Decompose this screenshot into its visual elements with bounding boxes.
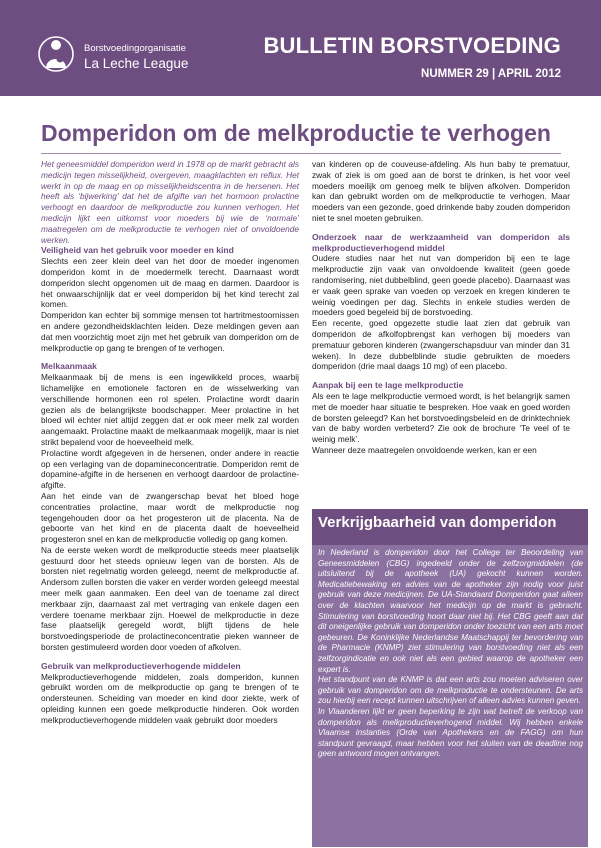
paragraph: Het standpunt van de KNMP is dat een arts zou moeten adviseren over gebruik van domperidon om de melkproductie te ondersteunen. De arts zou hierbij een recept kunnen uitschrijven of alleen advies kunnen geven. <box>318 675 583 706</box>
org-name-line2: La Leche League <box>84 56 189 71</box>
bulletin-title: BULLETIN BORSTVOEDING <box>263 33 561 58</box>
left-column <box>41 159 299 726</box>
issue-number: NUMMER 29 | APRIL 2012 <box>421 68 561 80</box>
paragraph: Prolactine wordt afgegeven in de hersenen, onder andere in reactie op een verlaging van de dopamineconcentratie. Domperidon remt de dopamine-afgifte in de hersenen en verhoogt daardoor de prolactine-afgifte. <box>41 447 299 491</box>
article-title: Domperidon om de melkproductie te verhogen <box>41 120 551 146</box>
section-heading-safety: Veiligheid van het gebruik voor moeder en kind <box>41 245 234 256</box>
right-column <box>312 159 570 456</box>
mother-and-child-logo-icon <box>38 34 74 74</box>
section-heading-approach: Aanpak bij een te lage melkproductie <box>312 380 464 391</box>
section-heading-research: Onderzoek naar de werkzaamheid van domperidon als melkproductieverhogend middel <box>312 231 570 253</box>
article-intro: Het geneesmiddel domperidon werd in 1978 op de markt gebracht als medicijn tegen misselijkheid, overgeven, maagklachten en reflux. Het werkt in op de maag en op misselijkheidscentra in de hersenen. Het heeft als ‘bijwerking’ dat het de afgifte van het hormoon prolactine verhoogt en daardoor de melkproductie zou kunnen verhogen. Het medicijn lijkt een uitkomst voor moeders bij wie de ‘normale’ maatregelen om de melkproductie te verhogen niet of onvoldoende werken. <box>41 159 299 245</box>
paragraph: Domperidon kan echter bij sommige mensen tot hartritmestoornissen en andere gezondheidsklachten leiden. Deze meldingen geven aan dat men voorzichtig moet zijn met het gebruik van domperidon om de melkproductie op gang te brengen of te verhogen. <box>41 310 299 353</box>
paragraph: Melkaanmaak bij de mens is een ingewikkeld proces, waarbij lichamelijke en emotionele factoren en de wisselwerking van verschillende hormonen een rol spelen. Prolactine wordt daarin gezien als de belangrijkste boodschapper. Meer prolactine in het bloed wil echter niet altijd zeggen dat er ook meer melk zal worden aangemaakt. Prolactine maakt de melkaanmaak mogelijk, maar is niet strikt bepalend voor de hoeveelheid melk. <box>41 372 299 447</box>
paragraph: Aan het einde van de zwangerschap bevat het bloed hoge concentraties prolactine, maar wordt de melkproductie nog tegengehouden door oa het progesteron uit de placenta. Na de geboorte van het kind en de placenta daalt de hoeveelheid progesteron snel en kan de melkproductie volledig op gang komen. <box>41 490 299 545</box>
availability-box-title: Verkrijgbaarheid van domperidon <box>318 514 557 531</box>
paragraph: In Vlaanderen lijkt er geen beperking te zijn wat betreft de verkoop van domperidon als melkproductieverhogend middel. Wij hebben enkele Vlaamse instanties (Orde van Apothekers en de FAGG) om hun standpunt gevraagd, maar hebben voor het sluiten van de deadline nog geen antwoord mogen ontvangen. <box>318 706 583 759</box>
paragraph: Een recente, goed opgezette studie laat zien dat gebruik van domperidon de afkolfopbrengst kan verhogen bij moeders van prematuur geboren kinderen (zwangerschapsduur van minder dan 31 weken). In deze dubbelblinde studie gebruikten de moeders domperidon (drie maal daags 10 mg) of een placebo. <box>312 318 570 372</box>
paragraph: In Nederland is domperidon door het College ter Beoordeling van Geneesmiddelen (CBG) ingedeeld onder de zelfzorgmiddelen (de uitsluitend bij de apotheek (UA) gekocht kunnen worden. Medicatiebewaking en advies van de apotheker zijn nodig voor juist gebruik van deze medicijnen. De UA-Standaard Domperidon gaat alleen over de klachten waarvoor het medicijn op de markt is gebracht. Stimulering van borstvoeding hoort daar niet bij. Het CBG geeft aan dat dit oneigenlijke gebruik van domperidon onder toezicht van een arts moet gebeuren. De Koninklijke Nederlandse Maatschappij ter bevordering van de Pharmacie (KNMP) ziet stimulering van borstvoeding niet als een zelfzorgindicatie en ook niet als een gebied waarop de apotheker een expert is. <box>318 548 583 674</box>
org-name-line1: Borstvoedingorganisatie <box>84 43 186 54</box>
paragraph: Slechts een zeer klein deel van het door de moeder ingenomen domperidon komt in de moedermelk terecht. Daarnaast wordt domperidon slecht opgenomen uit de maag en darmen. Daardoor is het onwaarschijnlijk dat er veel domperidon bij het kind terecht zal komen. <box>41 256 299 310</box>
paragraph: Melkproductieverhogende middelen, zoals domperidon, kunnen gebruikt worden om de melkproductie op gang te brengen of te ondersteunen. Scheiding van moeder en kind door ziekte, werk of opleiding kunnen een goede melkproductie hinderen. Ook worden melkproductieverhogende middelen vaak gebruikt door moeders <box>41 671 299 725</box>
title-divider <box>41 153 561 154</box>
section-heading-use-of-agents: Gebruik van melkproductieverhogende middelen <box>41 660 241 671</box>
paragraph: van kinderen op de couveuse-afdeling. Als hun baby te prematuur, zwak of ziek is om goed aan de borst te drinken, is het voor veel moeders moeilijk om genoeg melk te blijven afkolven. Domperidon kan dan gebruikt worden om de melkproductie te verhogen. Maar moeders van een gezonde, goed drinkende baby zouden domperidon niet te snel moeten gebruiken. <box>312 159 570 223</box>
paragraph: Wanneer deze maatregelen onvoldoende werken, kan er een <box>312 444 537 455</box>
availability-box-text <box>318 548 583 760</box>
paragraph: Na de eerste weken wordt de melkproductie steeds meer plaatselijk gestuurd door het steeds opnieuw legen van de borsten. Als de borsten niet regelmatig worden geleegd, neemt de melkproductie af. Andersom zullen borsten die vaker en verder worden geleegd meestal meer melk gaan aanmaken. Een deel van de toename zal direct merkbaar zijn, daarnaast zal met vertraging van enkele dagen een verdere toename merkbaar zijn. Hoewel de melkproductie in deze fase plaatselijk geregeld wordt, blijft tijdens de hele borstvoedingsperiode de prolactineconcentratie pieken wanneer de borsten gestimuleerd worden door voeden of afkolven. <box>41 544 299 653</box>
paragraph: Oudere studies naar het nut van domperidon bij een te lage melkproductie zijn vaak van onvoldoende kwaliteit (geen goede randomisering, niet dubbelblind, geen goede placebo). Daarnaast was er vaak geen sprake van voeden op verzoek en kregen kinderen te weinig voedingen per dag. Slechts in enkele studies werden de moeders goed begeleid bij de borstvoeding. <box>312 253 570 318</box>
paragraph: Als een te lage melkproductie vermoed wordt, is het belangrijk samen met de moeder haar situatie te bespreken. Hoe vaak en goed worden de borsten geleegd? Kan het borstvoedingsbeleid en de drinktechniek van de baby worden verbeterd? Zie ook de brochure ‘Te veel of te weinig melk’. <box>312 390 570 445</box>
section-heading-milk-production: Melkaanmaak <box>41 361 97 372</box>
